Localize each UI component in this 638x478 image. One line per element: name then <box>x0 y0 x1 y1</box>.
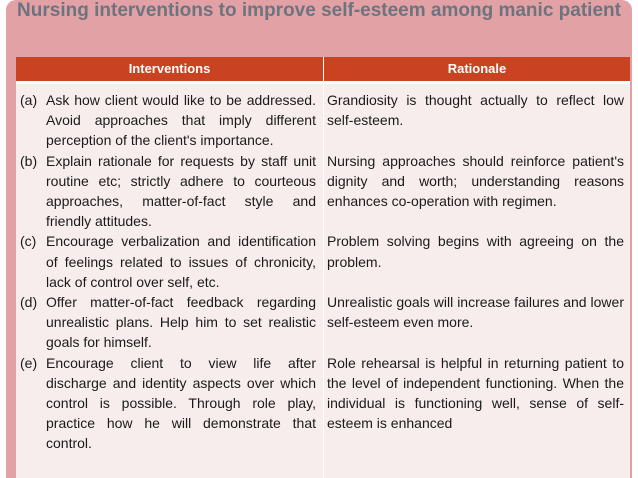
rationale-text: Nursing approaches should reinforce patient's dignity and worth; understanding reasons enhances co-operation with regimen. <box>327 152 624 209</box>
header-rationale: Rationale <box>447 61 507 76</box>
item-marker: (a) <box>20 92 38 108</box>
item-marker: (b) <box>20 152 38 169</box>
list-item <box>20 151 316 232</box>
list-item <box>20 231 316 292</box>
header-divider <box>16 81 630 84</box>
intervention-text: Encourage verbalization and identification of feelings related to issues of chronicity, lack of control over self, etc. <box>46 233 316 290</box>
rationale-column <box>327 90 624 454</box>
item-marker: (d) <box>20 294 38 311</box>
slide-title: Nursing interventions to improve self-esteem among manic patient <box>17 0 621 21</box>
column-divider <box>323 57 324 478</box>
rationale-text: Problem solving begins with agreeing on the problem. <box>327 233 624 270</box>
interventions-table <box>16 57 630 478</box>
intervention-text: Explain rationale for requests by staff unit routine etc; strictly adhere to courteous approaches, matter-of-fact style and friendly attitudes. <box>46 152 316 230</box>
intervention-text: Ask how client would like to be addressed. Avoid approaches that imply different perception of the client's importance. <box>46 92 316 149</box>
rationale-text: Unrealistic goals will increase failures and lower self-esteem even more. <box>327 293 624 331</box>
list-item <box>20 90 316 151</box>
header-interventions: Interventions <box>128 61 211 76</box>
slide <box>6 0 632 478</box>
intervention-text: Offer matter-of-fact feedback regarding unrealistic plans. Help him to set realistic goals for himself. <box>46 294 316 351</box>
intervention-text: Encourage client to view life after discharge and identity aspects over which control is possible. Through role play, practice how he will demonstrate that control. <box>46 354 316 452</box>
list-item <box>20 353 316 454</box>
rationale-text: Role rehearsal is helpful in returning patient to the level of independent functioning. When the individual is functioning well, sense of self-esteem is enhanced <box>327 354 624 432</box>
interventions-column <box>20 90 316 454</box>
item-marker: (e) <box>20 354 38 371</box>
item-marker: (c) <box>20 233 37 250</box>
rationale-text: Grandiosity is thought actually to reflect low self-esteem. <box>327 92 624 129</box>
list-item <box>20 292 316 353</box>
